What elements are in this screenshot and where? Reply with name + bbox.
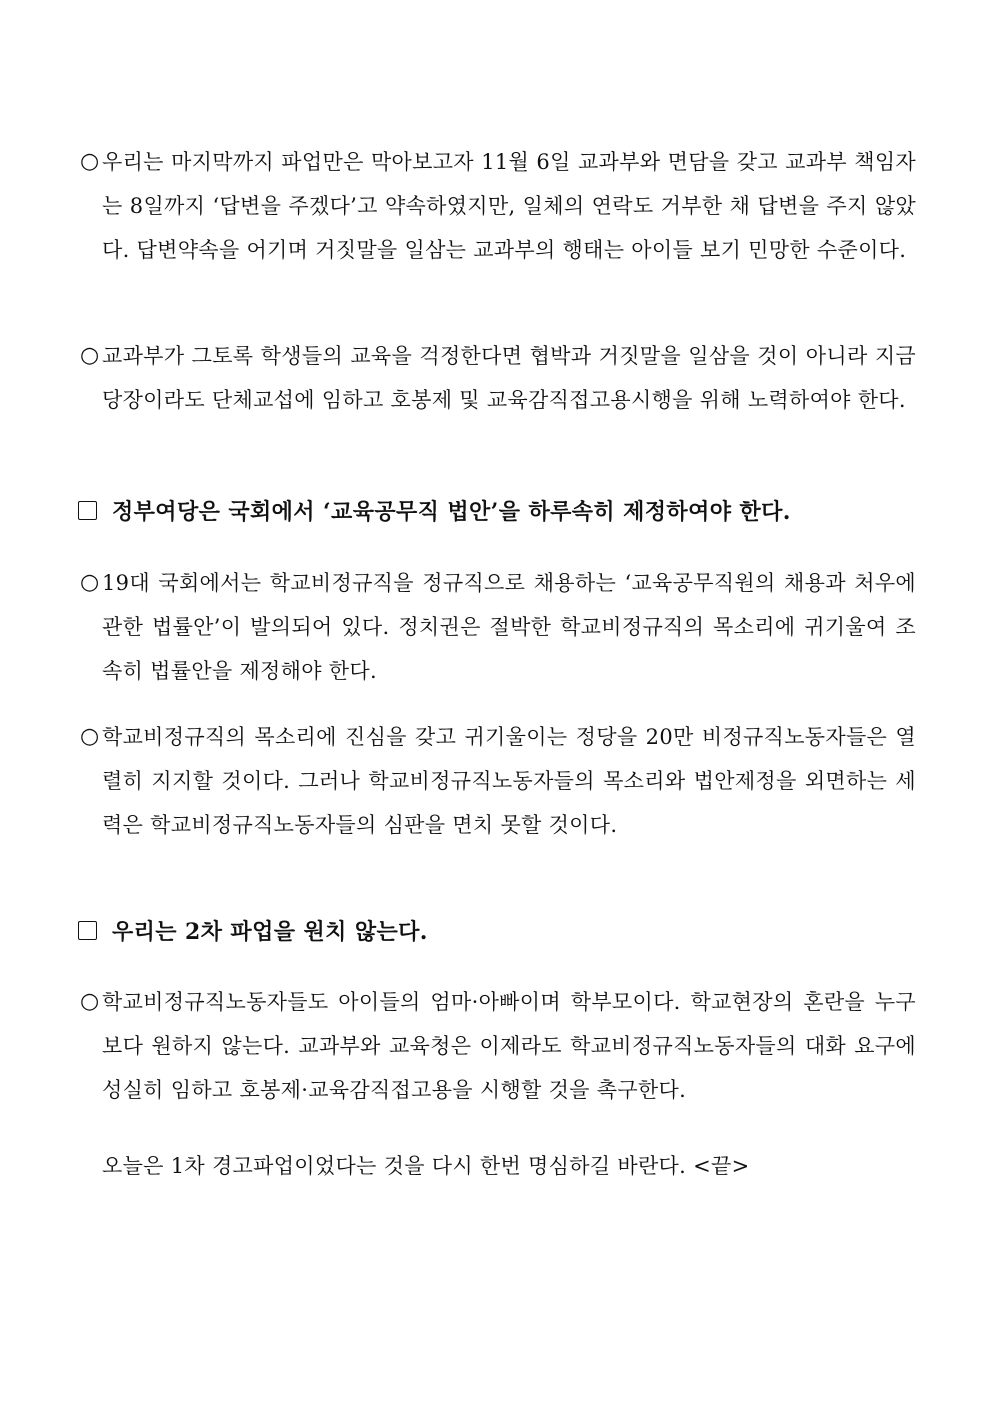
paragraph-text: 우리는 마지막까지 파업만은 막아보고자 11월 6일 교과부와 면담을 갖고 교과부 책임자는 8일까지 ‘답변을 주겠다’고 약속하였지만, 일체의 연락도 거부한 채 답변을 주지 않았다. 답변약속을 어기며 거짓말을 일삼는 교과부의 행태는 아이들 보기 민망한 수준이다. xyxy=(102,150,916,262)
section-heading-second-strike xyxy=(78,910,918,950)
paragraph-party-support xyxy=(80,715,916,847)
section-heading-text: 우리는 2차 파업을 원치 않는다. xyxy=(112,918,428,945)
paragraph-parents-demand xyxy=(80,980,916,1112)
closing-statement: 오늘은 1차 경고파업이었다는 것을 다시 한번 명심하길 바란다. <끝> xyxy=(102,1154,750,1178)
bullet-circle-icon: ○ xyxy=(80,570,100,595)
paragraph-text: 교과부가 그토록 학생들의 교육을 걱정한다면 협박과 거짓말을 일삼을 것이 아니라 지금 당장이라도 단체교섭에 임하고 호봉제 및 교육감직접고용시행을 위해 노력하여야 한다. xyxy=(102,344,916,412)
checkbox-square-icon xyxy=(78,501,97,520)
paragraph-bill-proposal xyxy=(80,561,916,693)
bullet-circle-icon: ○ xyxy=(80,343,100,368)
bullet-circle-icon: ○ xyxy=(80,724,100,749)
paragraph-text: 학교비정규직의 목소리에 진심을 갖고 귀기울이는 정당을 20만 비정규직노동자들은 열렬히 지지할 것이다. 그러나 학교비정규직노동자들의 목소리와 법안제정을 외면하는 세력은 학교비정규직노동자들의 심판을 면치 못할 것이다. xyxy=(102,725,916,837)
paragraph-strike-negotiation xyxy=(80,140,916,272)
bullet-circle-icon: ○ xyxy=(80,149,100,174)
section-heading-legislation xyxy=(78,490,918,530)
checkbox-square-icon xyxy=(78,921,97,940)
paragraph-text: 학교비정규직노동자들도 아이들의 엄마·아빠이며 학부모이다. 학교현장의 혼란을 누구보다 원하지 않는다. 교과부와 교육청은 이제라도 학교비정규직노동자들의 대화 요구에 성실히 임하고 호봉제·교육감직접고용을 시행할 것을 촉구한다. xyxy=(102,990,916,1102)
bullet-circle-icon: ○ xyxy=(80,989,100,1014)
paragraph-ministry-demand xyxy=(80,334,916,422)
section-heading-text: 정부여당은 국회에서 ‘교육공무직 법안’을 하루속히 제정하여야 한다. xyxy=(112,498,791,525)
paragraph-text: 19대 국회에서는 학교비정규직을 정규직으로 채용하는 ‘교육공무직원의 채용과 처우에 관한 법률안’이 발의되어 있다. 정치권은 절박한 학교비정규직의 목소리에 귀기울여 조속히 법률안을 제정해야 한다. xyxy=(102,571,916,683)
